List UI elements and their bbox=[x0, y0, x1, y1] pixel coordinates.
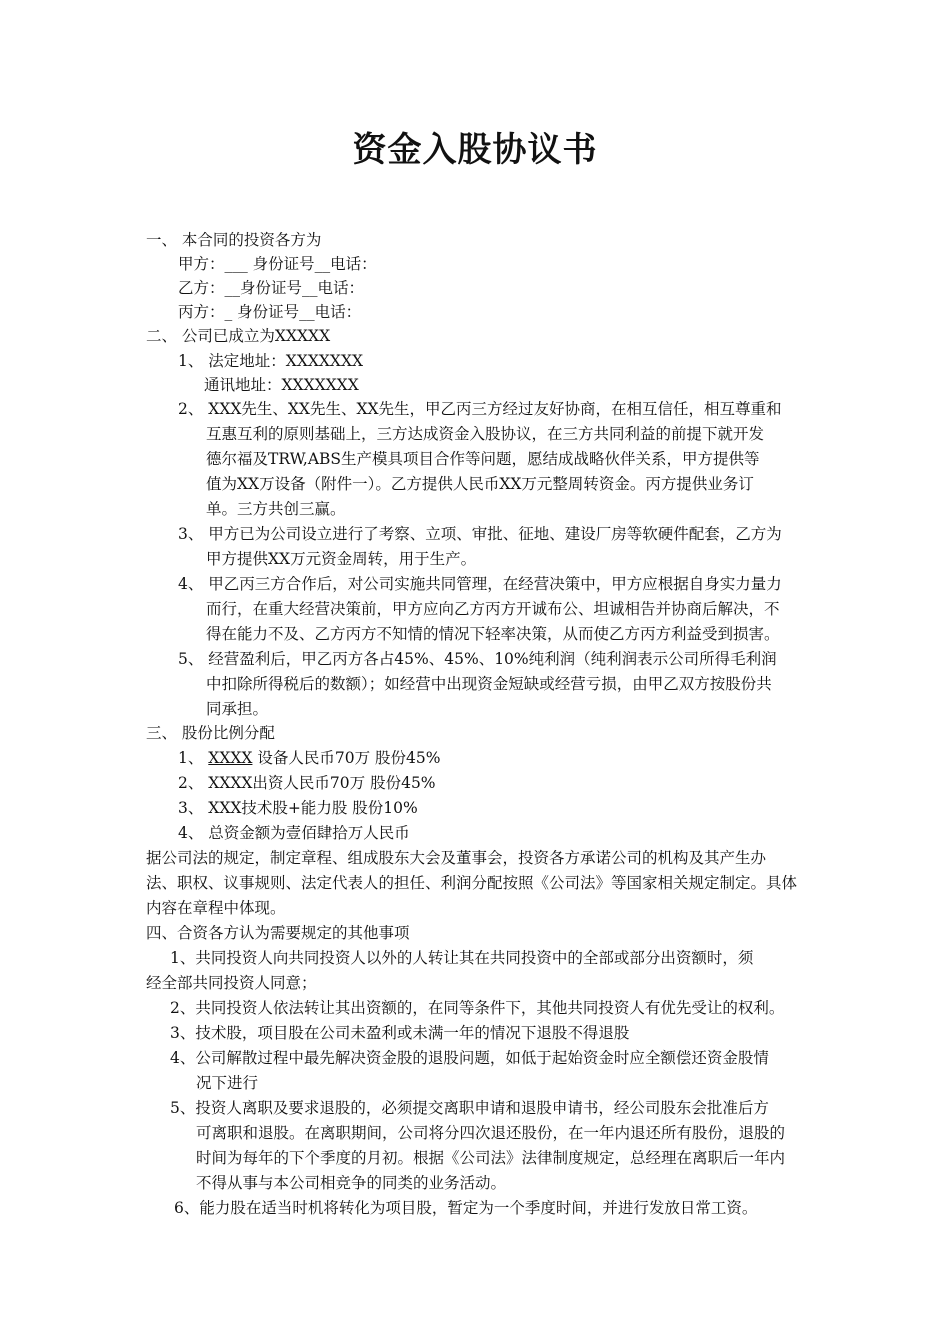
party-a-line: 甲方：___ 身份证号__电话： bbox=[178, 255, 377, 273]
section-4-heading: 四、合资各方认为需要规定的其他事项 bbox=[146, 924, 410, 942]
share-item-1-holder: XXXX bbox=[208, 749, 253, 767]
share-item-4: 4、 总资金额为壹佰肆拾万人民币 bbox=[178, 824, 410, 842]
other-item-3: 3、技术股，项目股在公司未盈利或未满一年的情况下退股不得退股 bbox=[170, 1024, 630, 1042]
company-law-paragraph: 法、职权、议事规则、法定代表人的担任、利润分配按照《公司法》等国家相关规定制定。具体 bbox=[146, 874, 798, 892]
clause-5-line: 中扣除所得税后的数额）；如经营中出现资金短缺或经营亏损，由甲乙双方按股份共 bbox=[206, 675, 772, 693]
other-item-1: 经全部共同投资人同意； bbox=[146, 974, 317, 992]
share-item-1 bbox=[178, 746, 440, 770]
other-item-4: 况下进行 bbox=[196, 1074, 259, 1092]
share-item-1-number: 1、 bbox=[178, 749, 209, 767]
other-item-5: 不得从事与本公司相竞争的同类的业务活动。 bbox=[196, 1174, 507, 1192]
clause-3-line: 甲方提供XX万元资金周转，用于生产。 bbox=[206, 550, 477, 568]
section-3-heading: 三、 股份比例分配 bbox=[146, 724, 275, 742]
section-1-heading: 一、 本合同的投资各方为 bbox=[146, 231, 322, 249]
share-item-1-detail: 设备人民币70万 股份45% bbox=[252, 749, 441, 767]
other-item-6: 6、能力股在适当时机将转化为项目股，暂定为一个季度时间，并进行发放日常工资。 bbox=[174, 1199, 758, 1217]
share-item-2: 2、 XXXX出资人民币70万 股份45% bbox=[178, 774, 436, 792]
clause-2-line: 德尔福及TRW,ABS生产模具项目合作等问题，愿结成战略伙伴关系，甲方提供等 bbox=[206, 450, 760, 468]
company-law-paragraph: 内容在章程中体现。 bbox=[146, 899, 286, 917]
document-title: 资金入股协议书 bbox=[352, 130, 598, 170]
clause-2-line: 2、 XXX先生、XX先生、XX先生，甲乙丙三方经过友好协商，在相互信任，相互尊重和 bbox=[178, 400, 782, 418]
clause-3-line: 3、 甲方已为公司设立进行了考察、立项、审批、征地、建设厂房等软硬件配套，乙方为 bbox=[178, 525, 782, 543]
clause-2-line: 值为XX万设备（附件一）。乙方提供人民币XX万元整周转资金。丙方提供业务订 bbox=[206, 475, 754, 493]
clause-4-line: 4、 甲乙丙三方合作后，对公司实施共同管理，在经营决策中，甲方应根据自身实力量力 bbox=[178, 575, 782, 593]
share-item-3: 3、 XXX技术股+能力股 股份10% bbox=[178, 799, 418, 817]
other-item-5: 可离职和退股。在离职期间，公司将分四次退还股份，在一年内退还所有股份，退股的 bbox=[196, 1124, 786, 1142]
legal-address-line: 1、 法定地址：XXXXXXX bbox=[178, 352, 364, 370]
section-2-heading: 二、 公司已成立为XXXXX bbox=[146, 327, 331, 345]
other-item-1: 1、共同投资人向共同投资人以外的人转让其在共同投资中的全部或部分出资额时，须 bbox=[170, 949, 754, 967]
other-item-4: 4、公司解散过程中最先解决资金股的退股问题，如低于起始资金时应全额偿还资金股情 bbox=[170, 1049, 769, 1067]
other-item-5: 时间为每年的下个季度的月初。根据《公司法》法律制度规定，总经理在离职后一年内 bbox=[196, 1149, 786, 1167]
party-c-line: 丙方：_ 身份证号__电话： bbox=[178, 303, 362, 321]
other-item-5: 5、投资人离职及要求退股的，必须提交离职申请和退股申请书，经公司股东会批准后方 bbox=[170, 1099, 769, 1117]
party-b-line: 乙方：__身份证号__电话： bbox=[178, 279, 365, 297]
clause-5-line: 同承担。 bbox=[206, 700, 269, 718]
clause-4-line: 而行，在重大经营决策前，甲方应向乙方丙方开诚布公、坦诚相告并协商后解决，不 bbox=[206, 600, 780, 618]
clause-4-line: 得在能力不及、乙方丙方不知情的情况下轻率决策，从而使乙方丙方利益受到损害。 bbox=[206, 625, 780, 643]
other-item-2: 2、共同投资人依法转让其出资额的，在同等条件下，其他共同投资人有优先受让的权利。 bbox=[170, 999, 785, 1017]
clause-2-line: 互惠互利的原则基础上，三方达成资金入股协议，在三方共同利益的前提下就开发 bbox=[206, 425, 765, 443]
company-law-paragraph: 据公司法的规定，制定章程、组成股东大会及董事会，投资各方承诺公司的机构及其产生办 bbox=[146, 849, 767, 867]
clause-2-line: 单。三方共创三赢。 bbox=[206, 500, 346, 518]
mailing-address-line: 通讯地址：XXXXXXX bbox=[204, 376, 359, 394]
clause-5-line: 5、 经营盈利后，甲乙丙方各占45%、45%、10%纯利润（纯利润表示公司所得毛利润 bbox=[178, 650, 777, 668]
